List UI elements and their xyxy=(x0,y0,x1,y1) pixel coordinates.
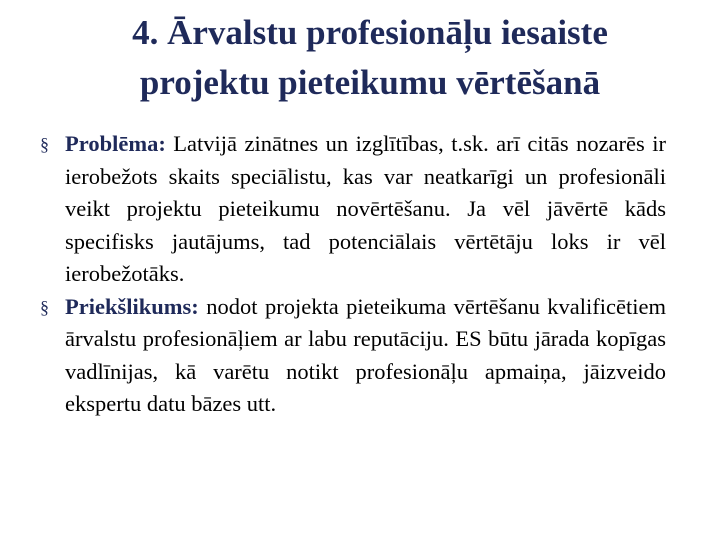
bullet-marker-icon: § xyxy=(40,134,49,154)
bullet-problem xyxy=(40,128,666,291)
bullet-text: nodot projekta pieteikuma vērtēšanu kvalificētiem ārvalstu profesionāļiem ar labu reputāciju. ES būtu jārada kopīgas vadlīnijas, kā varētu notikt profesionāļu apmaiņa, jāizveido ekspertu datu bāzes utt. xyxy=(65,293,667,416)
slide-title-line-2: projektu pieteikumu vērtēšanā xyxy=(139,63,601,102)
bullet-text: Latvijā zinātnes un izglītības, t.sk. arī citās nozarēs ir ierobežots skaits speciālistu, kas var neatkarīgi un profesionāli veikt projektu pieteikumu novērtēšanu. Ja vēl jāvērtē kāds specifisks jautājums, tad potenciālais vērtētāju loks ir vēl ierobežotāks. xyxy=(65,131,666,286)
bullet-proposal xyxy=(40,291,666,421)
slide-title-line-1: 4. Ārvalstu profesionāļu iesaiste xyxy=(132,13,608,52)
bullet-label: Priekšlikums: xyxy=(65,293,207,319)
slide-title xyxy=(60,8,680,108)
bullet-marker-icon: § xyxy=(40,296,49,317)
bullet-list xyxy=(40,128,666,421)
bullet-label: Problēma: xyxy=(65,131,174,156)
